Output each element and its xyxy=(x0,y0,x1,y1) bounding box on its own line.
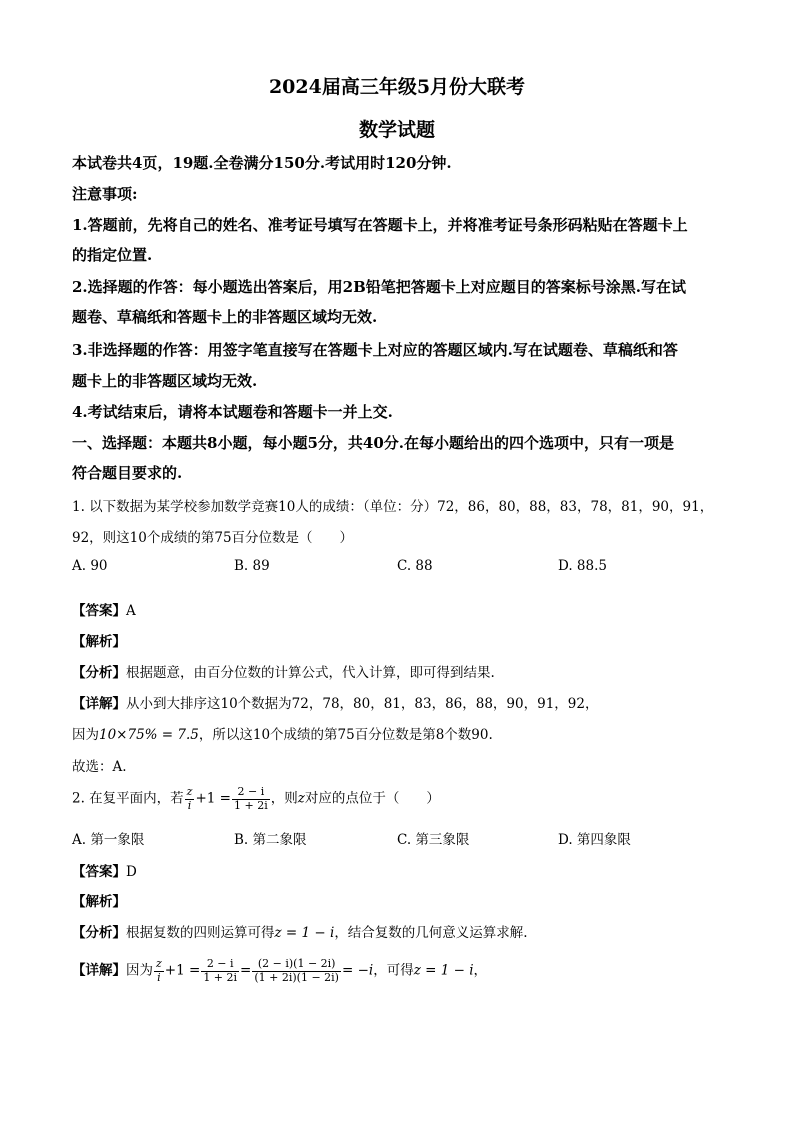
answer-label: 【答案】 xyxy=(72,864,126,880)
math-var: z xyxy=(297,790,305,807)
numerator: (2 − i)(1 − 2i) xyxy=(252,958,341,972)
q1-option-d: D. 88.5 xyxy=(558,558,607,574)
answer-value: A xyxy=(126,603,136,619)
q2-fenxi xyxy=(72,921,722,941)
q1-detail-2 xyxy=(72,723,722,743)
numerator: z xyxy=(156,957,162,970)
q1-fenxi xyxy=(72,661,722,681)
analysis-label: 【解析】 xyxy=(72,894,126,910)
answer-label: 【答案】 xyxy=(72,603,126,619)
q2-detail xyxy=(72,958,722,984)
numerator: 2 − i xyxy=(201,958,239,972)
q1-conclusion: 故选：A. xyxy=(72,759,127,775)
detail-text: ，可得 xyxy=(373,962,414,979)
detail-text: 因为 xyxy=(72,727,99,743)
q1-option-c: C. 88 xyxy=(397,558,433,574)
note-line: 的指定位置. xyxy=(72,246,153,264)
note-line: 3.非选择题的作答：用签字笔直接写在答题卡上对应的答题区域内.写在试题卷、草稿纸和答 xyxy=(72,341,678,359)
math-op: = xyxy=(240,962,252,979)
detail-text: 从小到大排序这10个数据为72，78，80，81，83，86，88，90，91，92， xyxy=(126,696,599,712)
q2-analysis-label xyxy=(72,890,722,910)
analysis-label: 【解析】 xyxy=(72,634,126,650)
math-op: +1 = xyxy=(164,962,201,979)
q1-option-a: A. 90 xyxy=(72,558,108,574)
detail-text: ，所以这10个成绩的第75百分位数是第8个数90. xyxy=(198,727,493,743)
fraction xyxy=(232,786,270,812)
stem-text: 2. 在复平面内，若 xyxy=(72,790,184,807)
note-line: 2.选择题的作答：每小题选出答案后，用2B铅笔把答题卡上对应题目的答案标号涂黑.写在试 xyxy=(72,278,687,296)
fraction xyxy=(201,958,239,984)
answer-value: D xyxy=(126,864,137,880)
note-line: 4.考试结束后，请将本试题卷和答题卡一并上交. xyxy=(72,403,393,421)
fenxi-text: ，结合复数的几何意义运算求解. xyxy=(334,925,528,941)
subject-title: 数学试题 xyxy=(358,119,435,141)
math-expression: z = 1 − i xyxy=(274,925,335,941)
math-expression: z = 1 − i xyxy=(413,962,474,979)
section-heading: 符合题目要求的. xyxy=(72,464,183,482)
q2-option-a: A. 第一象限 xyxy=(72,832,145,848)
fenxi-text: 根据题意，由百分位数的计算公式，代入计算，即可得到结果. xyxy=(126,665,495,681)
math-expression: = −i xyxy=(341,962,374,979)
note-line: 1.答题前，先将自己的姓名、准考证号填写在答题卡上，并将准考证号条形码粘贴在答题卡上 xyxy=(72,216,688,234)
exam-title: 2024届高三年级5月份大联考 xyxy=(268,76,526,98)
detail-text: 因为 xyxy=(126,962,153,979)
numerator: z xyxy=(186,785,193,798)
q1-stem: 1. 以下数据为某学校参加数学竞赛10人的成绩：（单位：分）72，86，80，88，83，78，81，90，91， xyxy=(72,499,714,515)
fraction xyxy=(252,958,341,984)
stem-text: 对应的点位于（ ） xyxy=(304,790,440,807)
q2-option-b: B. 第二象限 xyxy=(234,832,307,848)
denominator: (1 + 2i)(1 − 2i) xyxy=(254,970,339,984)
fenxi-label: 【分析】 xyxy=(72,925,126,941)
detail-label: 【详解】 xyxy=(72,696,126,712)
denominator: i xyxy=(157,970,161,984)
math-expression: 10×75% = 7.5 xyxy=(99,727,199,743)
q1-answer xyxy=(72,599,722,619)
fraction xyxy=(185,786,195,812)
fenxi-label: 【分析】 xyxy=(72,665,126,681)
q1-option-b: B. 89 xyxy=(234,558,270,574)
math-op: +1 = xyxy=(195,790,231,807)
denominator: 1 + 2i xyxy=(203,970,238,984)
q1-detail xyxy=(72,692,722,712)
detail-text: ， xyxy=(473,962,488,979)
note-line: 题卡上的非答题区域均无效. xyxy=(72,372,258,390)
notes-heading: 注意事项: xyxy=(72,185,138,203)
stem-text: ，则 xyxy=(270,790,298,807)
numerator: 2 − i xyxy=(232,786,270,800)
section-heading: 一、选择题：本题共8小题，每小题5分，共40分.在每小题给出的四个选项中，只有一项是 xyxy=(72,434,674,452)
fraction xyxy=(154,958,164,984)
detail-label: 【详解】 xyxy=(72,962,126,979)
q2-option-d: D. 第四象限 xyxy=(558,832,631,848)
fenxi-text: 根据复数的四则运算可得 xyxy=(126,925,275,941)
intro-line: 本试卷共4页，19题.全卷满分150分.考试用时120分钟. xyxy=(72,154,452,172)
q2-stem xyxy=(72,786,722,812)
note-line: 题卷、草稿纸和答题卡上的非答题区域均无效. xyxy=(72,308,378,326)
denominator: i xyxy=(187,798,192,812)
q1-stem: 92，则这10个成绩的第75百分位数是（ ） xyxy=(72,530,354,546)
q1-analysis-label xyxy=(72,630,722,650)
q2-answer xyxy=(72,860,722,880)
q2-option-c: C. 第三象限 xyxy=(397,832,470,848)
denominator: 1 + 2i xyxy=(233,798,268,812)
